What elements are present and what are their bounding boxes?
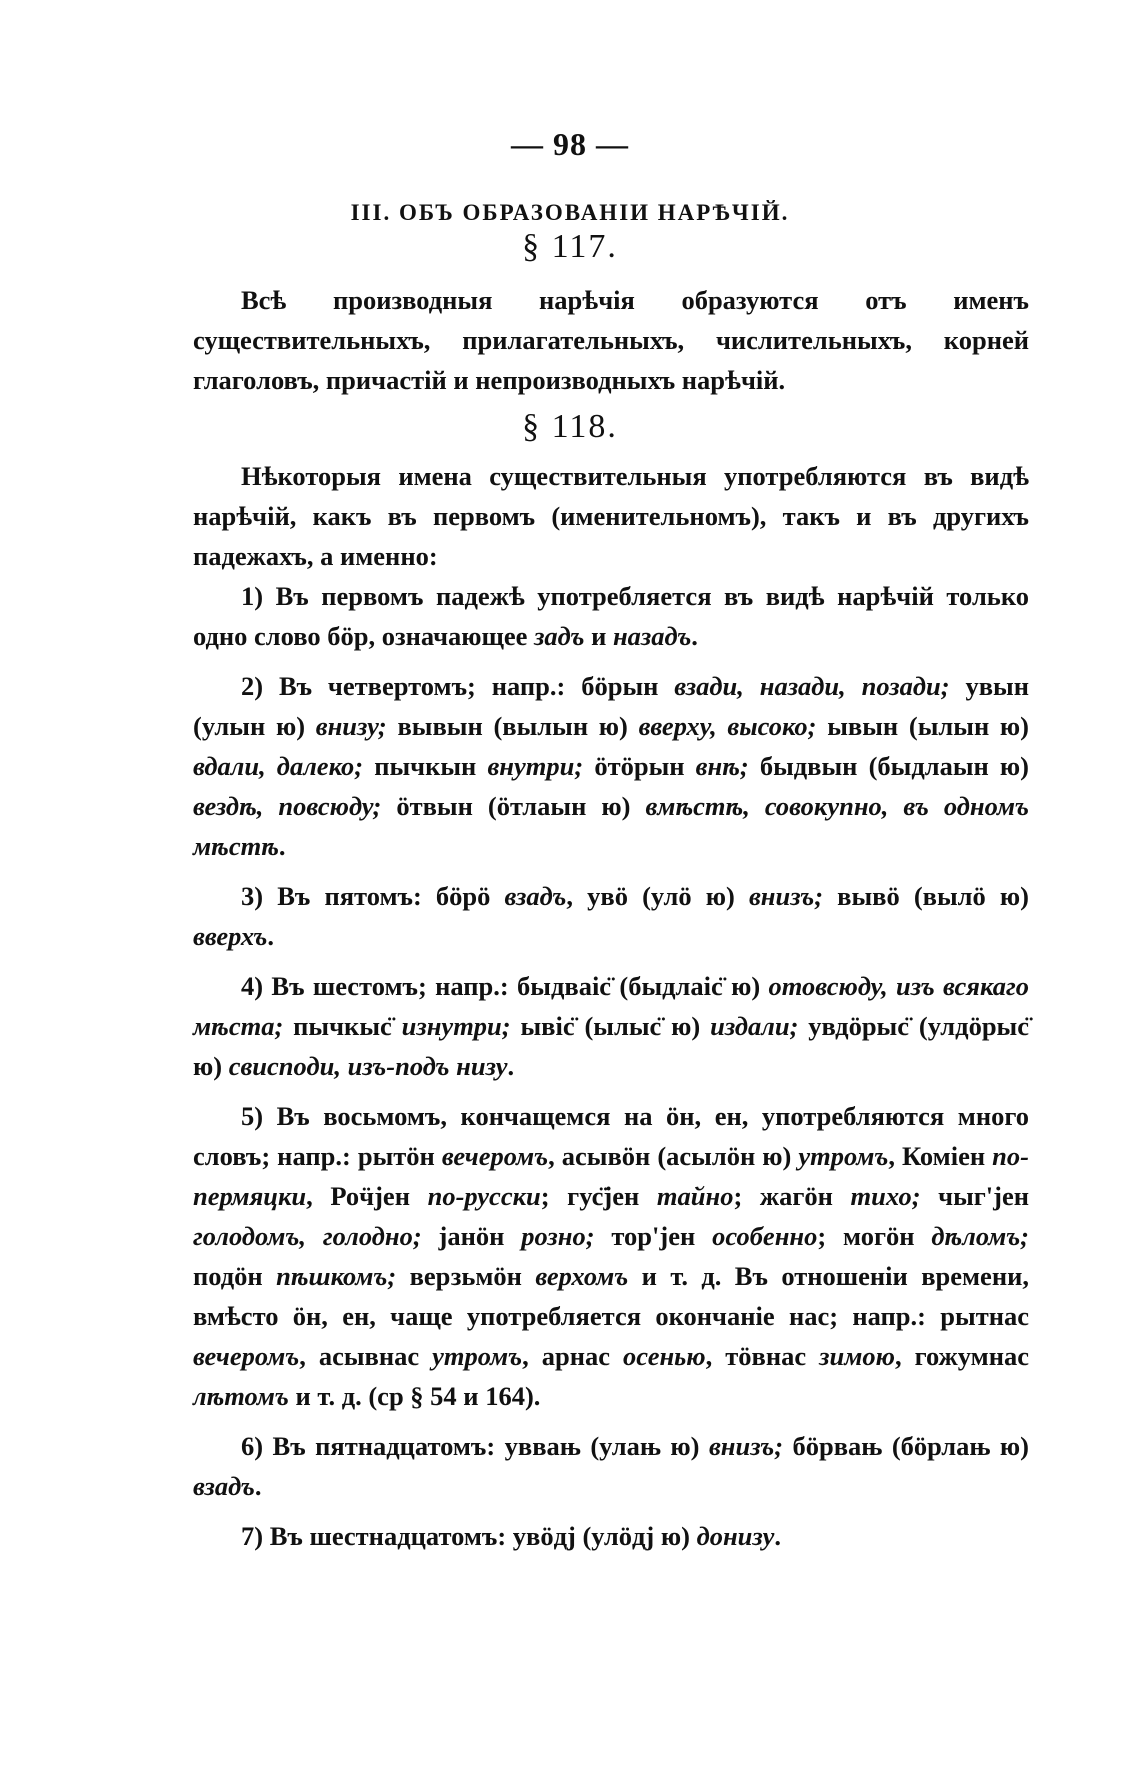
text-run: , гожумнас	[894, 1341, 1030, 1371]
numbered-item-3	[193, 876, 1029, 956]
italic-gloss: розно;	[521, 1221, 595, 1251]
text-run: ывіс̈ (ылыс̈ ю)	[510, 1011, 711, 1041]
italic-gloss: внизъ;	[708, 1431, 784, 1461]
text-run: вывӧ (вылӧ ю)	[823, 881, 1029, 911]
text-run: 4) Въ шестомъ; напр.: быдваіс̈ (быдлаіс̈ ю)	[241, 971, 769, 1001]
italic-gloss: вверху, высоко;	[638, 711, 817, 741]
section-118-intro: Нѣкоторыя имена существительныя употребляются въ видѣ нарѣчій, какъ въ первомъ (именительномъ), такъ и въ другихъ падежахъ, а именно:	[193, 461, 1029, 571]
text-run: .	[267, 921, 275, 951]
text-run: бӧрвањ (бӧрлањ ю)	[783, 1431, 1029, 1461]
section-117-heading: § 117.	[522, 228, 618, 265]
text-run: , Коміен	[888, 1141, 993, 1171]
section-118-heading: § 118.	[522, 408, 618, 445]
text-run: вывын (вылын ю)	[386, 711, 639, 741]
italic-gloss: издали;	[710, 1011, 799, 1041]
text-run: тор'јен	[594, 1221, 713, 1251]
italic-gloss: тайно	[656, 1181, 734, 1211]
text-run: быдвын (быдлаын ю)	[748, 751, 1030, 781]
italic-gloss: осенью	[623, 1341, 706, 1371]
numbered-item-1	[193, 576, 1029, 656]
italic-gloss: донизу	[696, 1521, 775, 1551]
italic-gloss: изнутри;	[401, 1011, 511, 1041]
italic-gloss: дѣломъ;	[931, 1221, 1030, 1251]
italic-gloss: верхомъ	[535, 1261, 629, 1291]
text-run: , арнас	[522, 1341, 624, 1371]
section-117-paragraph: Всѣ производныя нарѣчія образуются отъ именъ существительныхъ, прилагательныхъ, числительныхъ, корней глаголовъ, причастій и непроизводныхъ нарѣчій.	[193, 285, 1029, 395]
text-run: 1) Въ первомъ падежѣ употребляется въ видѣ нарѣчій только одно слово бӧр, означающее	[193, 581, 1029, 651]
text-run: ; могӧн	[817, 1221, 932, 1251]
text-run: 5) Въ восьмомъ, кончащемся на ӧн, ен, употребляются много словъ; напр.: рытӧн	[193, 1101, 1029, 1171]
text-run: подӧн	[193, 1261, 277, 1291]
text-run: и т. д. (ср § 54 и 164).	[288, 1381, 541, 1411]
italic-gloss: взади, назади, позади;	[674, 671, 950, 701]
text-run: , Роӵјен	[306, 1181, 428, 1211]
text-run: .	[278, 831, 286, 861]
italic-gloss: голодомъ, голодно;	[193, 1221, 422, 1251]
italic-gloss: внѣ;	[695, 751, 749, 781]
italic-gloss: утромъ	[798, 1141, 889, 1171]
text-run: 3) Въ пятомъ: бӧрӧ	[241, 881, 505, 911]
text-run: ывын (ылын ю)	[816, 711, 1029, 741]
italic-gloss: задъ	[534, 621, 585, 651]
italic-gloss: пѣшкомъ;	[276, 1261, 397, 1291]
italic-gloss: зимою	[819, 1341, 895, 1371]
text-run: увын (улын ю)	[193, 671, 1029, 741]
italic-gloss: взадъ	[193, 1471, 255, 1501]
italic-gloss: вмѣстѣ, совокупно, въ одномъ мѣстѣ	[193, 791, 1029, 861]
text-run: , асывӧн (асылӧн ю)	[548, 1141, 799, 1171]
text-run: 2) Въ четвертомъ; напр.: бӧрын	[241, 671, 675, 701]
text-run: ӧтвын (ӧтлаын ю)	[381, 791, 646, 821]
italic-gloss: лѣтомъ	[193, 1381, 289, 1411]
text-run: пычкыс̈	[283, 1011, 402, 1041]
italic-gloss: свисподи, изъ-подъ низу	[228, 1051, 508, 1081]
text-run: пычкын	[363, 751, 488, 781]
italic-gloss: взадъ	[504, 881, 567, 911]
italic-gloss: внизъ;	[748, 881, 824, 911]
text-run: 7) Въ шестнадцатомъ: увӧдј (улӧдј ю)	[241, 1521, 697, 1551]
text-run: ӧтӧрын	[583, 751, 696, 781]
text-run: верзьмӧн	[396, 1261, 536, 1291]
text-run: .	[254, 1471, 262, 1501]
text-run: , тӧвнас	[705, 1341, 820, 1371]
page-number: — 98 —	[511, 126, 629, 162]
numbered-item-2	[193, 666, 1029, 866]
text-run: , увӧ (улӧ ю)	[566, 881, 749, 911]
numbered-item-5	[193, 1096, 1029, 1416]
text-run: .	[691, 621, 698, 651]
italic-gloss: внутри;	[487, 751, 584, 781]
text-run: увдӧрыс̈ (улдӧрыс̈ ю)	[193, 1011, 1030, 1081]
text-run: .	[774, 1521, 781, 1551]
text-run: .	[507, 1051, 515, 1081]
text-run: чыг'јен	[920, 1181, 1030, 1211]
italic-gloss: отовсюду, изъ всякаго мѣста;	[193, 971, 1029, 1041]
italic-gloss: вечеромъ	[193, 1341, 300, 1371]
text-run: 6) Въ пятнадцатомъ: уввањ (улањ ю)	[241, 1431, 709, 1461]
text-run: ; гус̈јен	[540, 1181, 657, 1211]
italic-gloss: внизу;	[315, 711, 387, 741]
italic-gloss: вдали, далеко;	[193, 751, 364, 781]
text-run: и т. д. Въ отношеніи времени, вмѣсто ӧн, ен, чаще употребляется окончаніе нас; напр.: рытнас	[193, 1261, 1029, 1331]
italic-gloss: вверхъ	[193, 921, 268, 951]
chapter-title: III. ОБЪ ОБРАЗОВАНІИ НАРѢЧІЙ.	[350, 200, 790, 225]
section-118-items	[193, 576, 1029, 1556]
section-117-body	[193, 280, 1029, 410]
text-run: ; жагӧн	[733, 1181, 851, 1211]
numbered-item-6	[193, 1426, 1029, 1506]
text-run: , асывнас	[299, 1341, 433, 1371]
numbered-item-4	[193, 966, 1029, 1086]
italic-gloss: вездѣ, повсюду;	[193, 791, 382, 821]
text-run: и	[584, 621, 613, 651]
italic-gloss: тихо;	[850, 1181, 921, 1211]
italic-gloss: по-пермяцки	[193, 1141, 1029, 1211]
numbered-item-7	[193, 1516, 1029, 1556]
italic-gloss: вечеромъ	[441, 1141, 549, 1171]
italic-gloss: назадъ	[612, 621, 692, 651]
text-run: јанӧн	[421, 1221, 522, 1251]
italic-gloss: по-русски	[427, 1181, 541, 1211]
section-118-body	[193, 456, 1029, 1566]
italic-gloss: особенно	[712, 1221, 818, 1251]
italic-gloss: утромъ	[432, 1341, 523, 1371]
